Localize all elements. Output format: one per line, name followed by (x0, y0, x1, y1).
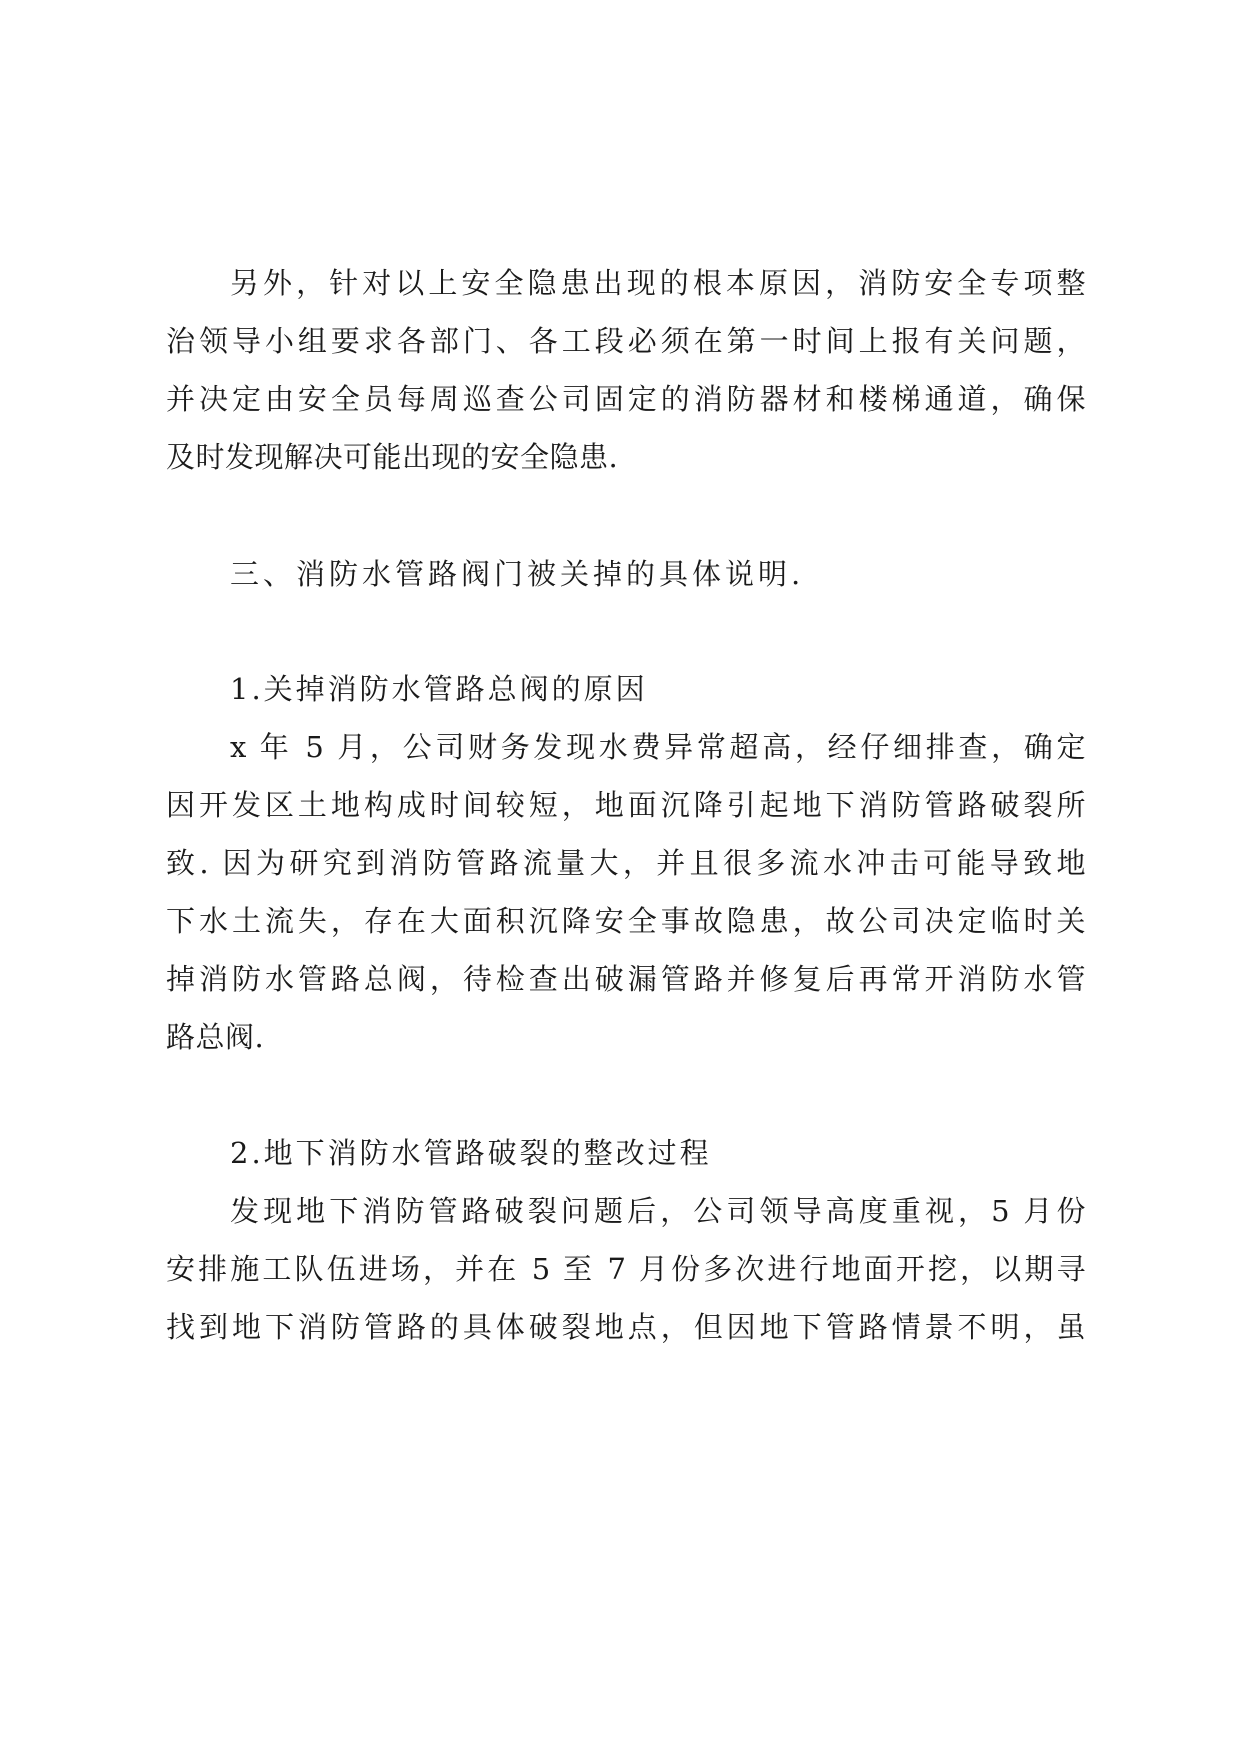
paragraph-1-line-2: 治领导小组要求各部门、各工段必须在第一时间上报有关问题， (166, 324, 1086, 358)
subsection-2-heading: 2.地下消防水管路破裂的整改过程 (230, 1136, 712, 1170)
subsection-2-line-2: 安排施工队伍进场，并在 5 至 7 月份多次进行地面开挖，以期寻 (166, 1252, 1086, 1286)
subsection-1-line-1: x 年 5 月，公司财务发现水费异常超高，经仔细排查，确定 (230, 730, 1086, 764)
subsection-2-line-1: 发现地下消防管路破裂问题后，公司领导高度重视，5 月份 (230, 1194, 1086, 1228)
subsection-1-line-3: 致. 因为研究到消防管路流量大，并且很多流水冲击可能导致地 (166, 846, 1086, 880)
subsection-1-line-6: 路总阀. (166, 1020, 265, 1054)
section-3-heading: 三、消防水管路阀门被关掉的具体说明. (230, 557, 805, 591)
paragraph-1-line-3: 并决定由安全员每周巡查公司固定的消防器材和楼梯通道，确保 (166, 382, 1086, 416)
subsection-1-line-2: 因开发区土地构成时间较短，地面沉降引起地下消防管路破裂所 (166, 788, 1086, 822)
paragraph-1-line-4: 及时发现解决可能出现的安全隐患. (166, 440, 619, 474)
subsection-2-line-3: 找到地下消防管路的具体破裂地点，但因地下管路情景不明，虽 (166, 1310, 1086, 1344)
subsection-1-line-5: 掉消防水管路总阀，待检查出破漏管路并修复后再常开消防水管 (166, 962, 1086, 996)
subsection-1-heading: 1.关掉消防水管路总阀的原因 (230, 672, 648, 706)
paragraph-1-line-1: 另外，针对以上安全隐患出现的根本原因，消防安全专项整 (230, 266, 1086, 300)
subsection-1-line-4: 下水土流失，存在大面积沉降安全事故隐患，故公司决定临时关 (166, 904, 1086, 938)
